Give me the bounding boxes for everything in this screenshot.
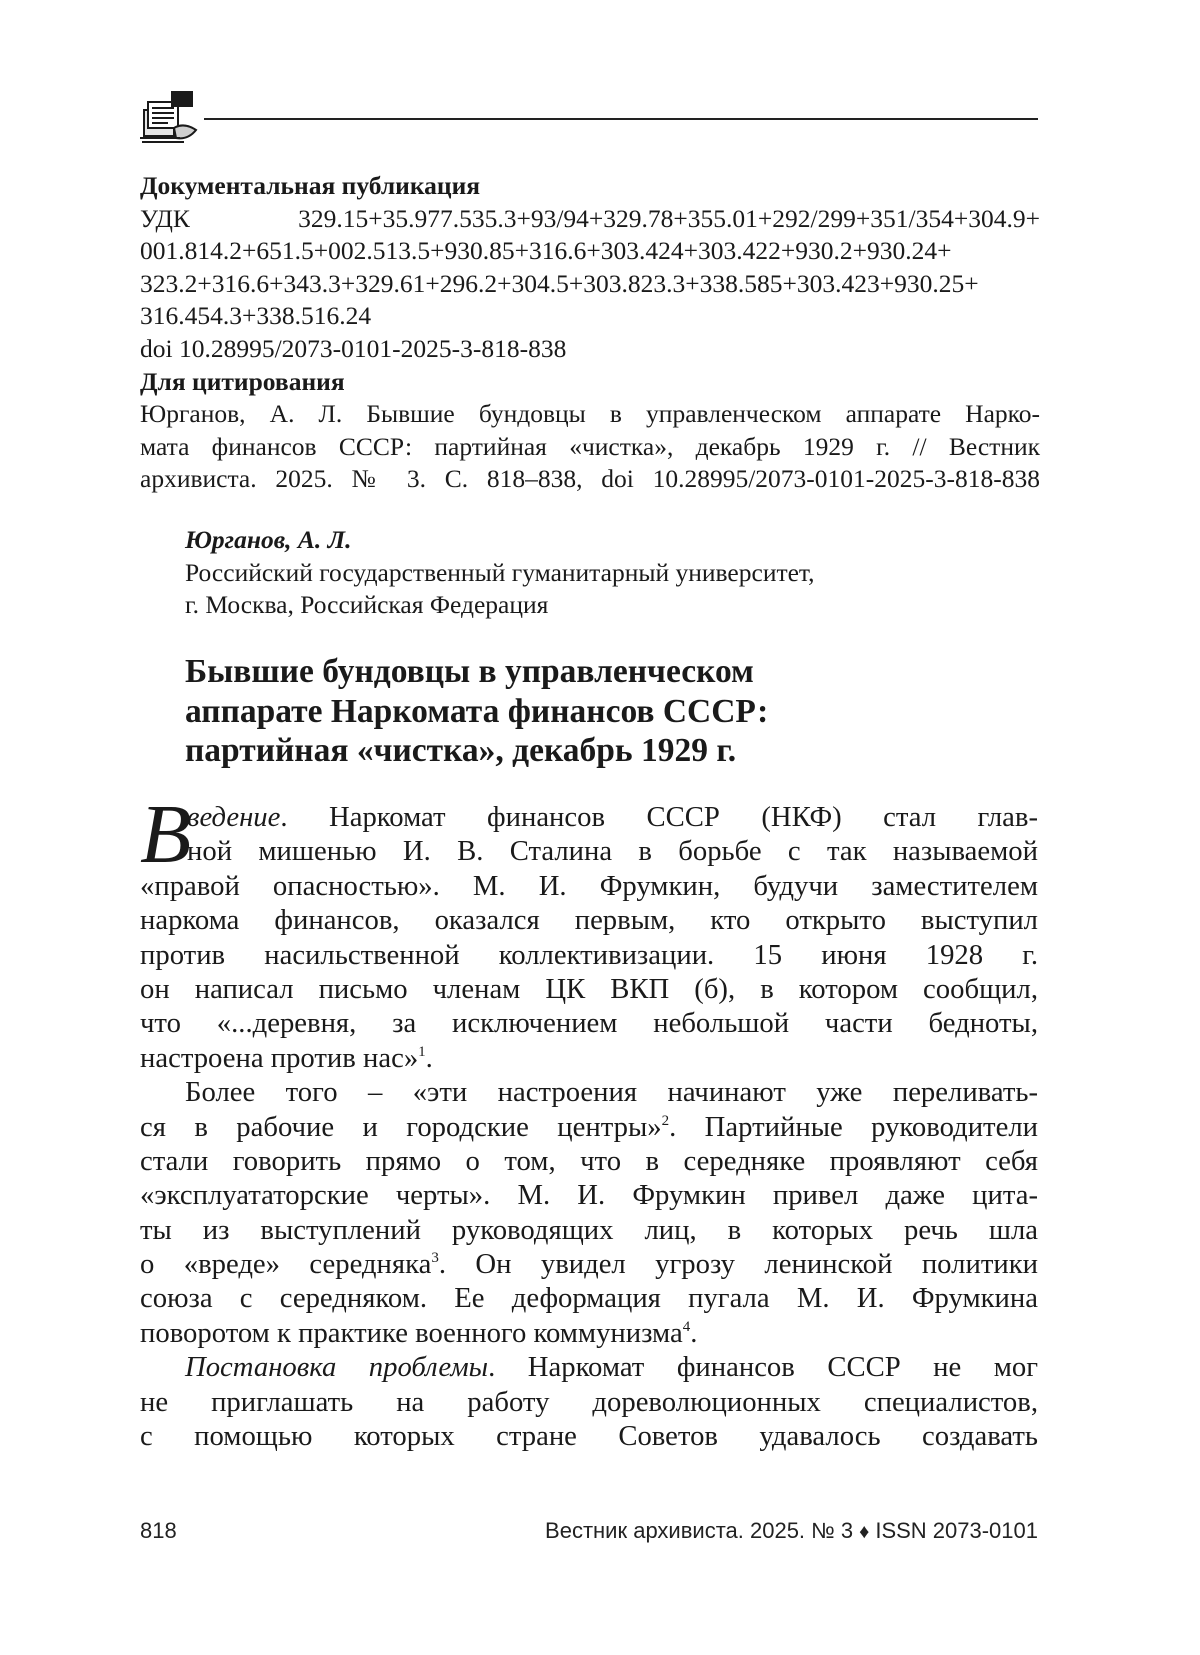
body-line: наркома финансов, оказался первым, кто открыто выступил — [140, 904, 1038, 937]
body-line: ты из выступлений руководящих лиц, в которых речь шла — [140, 1213, 1038, 1246]
publication-type: Документальная публикация — [140, 171, 481, 200]
journal-info — [545, 1518, 1038, 1544]
body-line: стали говорить прямо о том, что в середняке проявляют себя — [140, 1144, 1038, 1177]
body-line: о «вреде» середняка$^3$. Он увидел угрозу ленинской политики — [140, 1248, 1038, 1281]
author-block — [185, 524, 1025, 622]
diamond-separator-icon: ♦ — [859, 1521, 870, 1543]
citation-line: мата финансов СССР: партийная «чистка», декабрь 1929 г. // Вестник — [140, 431, 1040, 461]
header-rule — [204, 118, 1038, 120]
body-line: «правой опасностью». М. И. Фрумкин, будучи заместителем — [140, 869, 1038, 902]
body-line: Более того – «эти настроения начинают уже переливать- — [185, 1076, 1038, 1109]
title-line: партийная «чистка», декабрь 1929 г. — [185, 732, 737, 769]
udk-line: 316.454.3+338.516.24 — [140, 301, 372, 331]
title-line: аппарате Наркомата финансов СССР: — [185, 692, 769, 730]
body-line: ведение. Наркомат финансов СССР (НКФ) стал глав- — [187, 801, 1038, 833]
body-line: ся в рабочие и городские центры»$^2$. Партийные руководители — [140, 1110, 1038, 1143]
body-line: союза с середняком. Ее деформация пугала М. И. Фрумкина — [140, 1282, 1038, 1315]
author-affiliation: Российский государственный гуманитарный университет, — [185, 557, 815, 587]
journal-name: Вестник архивиста. 2025. № 3 — [545, 1518, 854, 1543]
body-line: что «...деревня, за исключением небольшой части бедноты, — [140, 1007, 1038, 1040]
body-line: ной мишенью И. В. Сталина в борьбе с так называемой — [187, 835, 1038, 868]
udk-line: 001.814.2+651.5+002.513.5+930.85+316.6+303.424+303.422+930.2+930.24+ — [140, 236, 952, 266]
citation-line: архивиста. 2025. № 3. С. 818–838, doi 10.28995/2073-0101-2025-3-818-838 — [140, 464, 1040, 494]
page-footer — [140, 1518, 1038, 1550]
doi: doi 10.28995/2073-0101-2025-3-818-838 — [140, 333, 567, 363]
author-location: г. Москва, Российская Федерация — [185, 590, 549, 620]
udk-line: 323.2+316.6+343.3+329.61+296.2+304.5+303.823.3+338.585+303.423+930.25+ — [140, 268, 979, 298]
page-number: 818 — [140, 1518, 177, 1543]
section-intro: Постановка проблемы — [185, 1351, 489, 1384]
metadata-block — [140, 170, 1040, 496]
body-line: Постановка проблемы. Наркомат финансов СССР не мог — [185, 1351, 1038, 1384]
udk-line: УДК 329.15+35.977.535.3+93/94+329.78+355.01+292/299+351/354+304.9+ — [140, 203, 1040, 233]
issn: ISSN 2073-0101 — [875, 1518, 1038, 1543]
title-line: Бывшие бундовцы в управленческом — [185, 653, 754, 690]
citation-line: Юрганов, А. Л. Бывшие бундовцы в управленческом аппарате Нарко- — [140, 399, 1040, 429]
footnote-ref[interactable]: 2 — [661, 1112, 670, 1129]
footnote-ref[interactable]: 1 — [418, 1043, 426, 1060]
drop-cap: В — [140, 788, 192, 881]
archive-documents-icon — [138, 88, 200, 144]
author-name: Юрганов, А. Л. — [185, 525, 352, 554]
body-line: не приглашать на работу дореволюционных специалистов, — [140, 1385, 1038, 1418]
footnote-ref[interactable]: 3 — [431, 1250, 439, 1267]
body-line: «эксплуататорские черты». М. И. Фрумкин привел даже цита- — [140, 1179, 1038, 1212]
article-title — [185, 652, 1035, 771]
body-line: с помощью которых стране Советов удавалось создавать — [140, 1420, 1038, 1453]
article-body — [140, 800, 1038, 1453]
body-line: против насильственной коллективизации. 15 июня 1928 г. — [140, 938, 1038, 971]
footnote-ref[interactable]: 4 — [682, 1318, 691, 1335]
section-intro: ведение — [187, 801, 281, 833]
body-line: поворотом к практике военного коммунизма$^4$. — [140, 1316, 698, 1349]
body-line: он написал письмо членам ЦК ВКП (б), в котором сообщил, — [140, 972, 1038, 1005]
body-line: настроена против нас»$^1$. — [140, 1041, 433, 1074]
citation-label: Для цитирования — [140, 366, 345, 396]
